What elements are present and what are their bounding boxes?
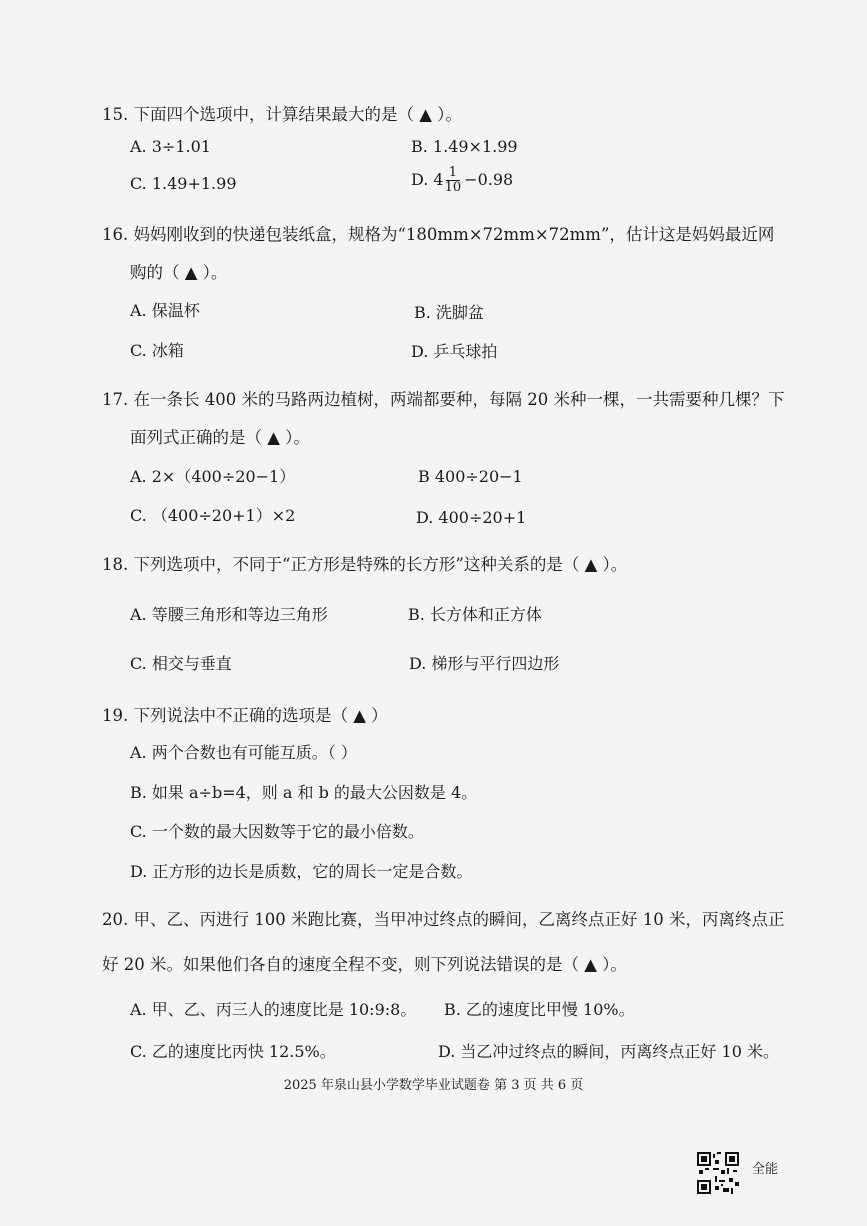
q18-stem: 18. 下列选项中，不同于“正方形是特殊的长方形”这种关系的是（ ▲ ）。 [102,555,628,574]
q18-option-d: D. 梯形与平行四边形 [409,654,560,673]
q16-option-b: B. 洗脚盆 [414,303,484,322]
q16-option-c: C. 冰箱 [130,341,184,360]
q15-option-b: B. 1.49×1.99 [411,137,518,156]
q17-option-d: D. 400÷20+1 [416,508,527,527]
q16-stem-line2: 购的（ ▲ ）。 [130,263,228,282]
q20-option-a: A. 甲、乙、丙三人的速度比是 10:9:8。 [130,1000,417,1019]
q20-option-b: B. 乙的速度比甲慢 10%。 [444,1000,635,1019]
q17-option-a: A. 2×（400÷20−1） [130,467,296,486]
q18-option-c: C. 相交与垂直 [130,654,232,673]
q19-stem: 19. 下列说法中不正确的选项是（ ▲ ） [102,706,388,725]
q15-option-d: D. 4 $\frac{1}{10}$ −0.98 [411,165,514,195]
q15-option-a: A. 3÷1.01 [130,137,211,156]
q15-option-c: C. 1.49+1.99 [130,174,237,193]
q20-option-d: D. 当乙冲过终点的瞬间，丙离终点正好 10 米。 [438,1042,779,1061]
q19-option-b: B. 如果 a÷b=4，则 a 和 b 的最大公因数是 4。 [130,783,478,802]
q17-stem-line2: 面列式正确的是（ ▲ ）。 [130,428,310,447]
q16-stem-line1: 16. 妈妈刚收到的快递包装纸盒，规格为“180mm×72mm×72mm”，估计这是妈妈最近网 [102,225,775,244]
q17-stem-line1: 17. 在一条长 400 米的马路两边植树，两端都要种，每隔 20 米种一棵，一共需要种几棵？下 [102,390,785,409]
q19-option-c: C. 一个数的最大因数等于它的最小倍数。 [130,822,424,841]
q20-option-c: C. 乙的速度比丙快 12.5%。 [130,1042,336,1061]
q16-option-a: A. 保温杯 [130,301,200,320]
q19-option-a: A. 两个合数也有可能互质。（ ） [130,743,357,762]
q17-option-b: B 400÷20−1 [418,467,523,486]
q20-stem-line2: 好 20 米。如果他们各自的速度全程不变，则下列说法错误的是（ ▲ ）。 [102,955,627,974]
qr-code-icon [697,1152,739,1194]
q16-option-d: D. 乒乓球拍 [411,342,498,361]
q17-option-c: C. （400÷20+1）×2 [130,506,296,525]
q15-stem: 15. 下面四个选项中，计算结果最大的是（ ▲ ）。 [102,105,462,124]
q18-option-b: B. 长方体和正方体 [408,605,542,624]
q19-option-d: D. 正方形的边长是质数，它的周长一定是合数。 [130,862,473,881]
fraction: $\frac{1}{10}$ [444,165,462,195]
q20-stem-line1: 20. 甲、乙、丙进行 100 米跑比赛，当甲冲过终点的瞬间，乙离终点正好 10 米，丙离终点正 [102,910,785,929]
page-footer: 2025 年泉山县小学数学毕业试题卷 第 3 页 共 6 页 [283,1078,584,1093]
watermark-text: 全能 [752,1162,779,1177]
q18-option-a: A. 等腰三角形和等边三角形 [130,605,328,624]
